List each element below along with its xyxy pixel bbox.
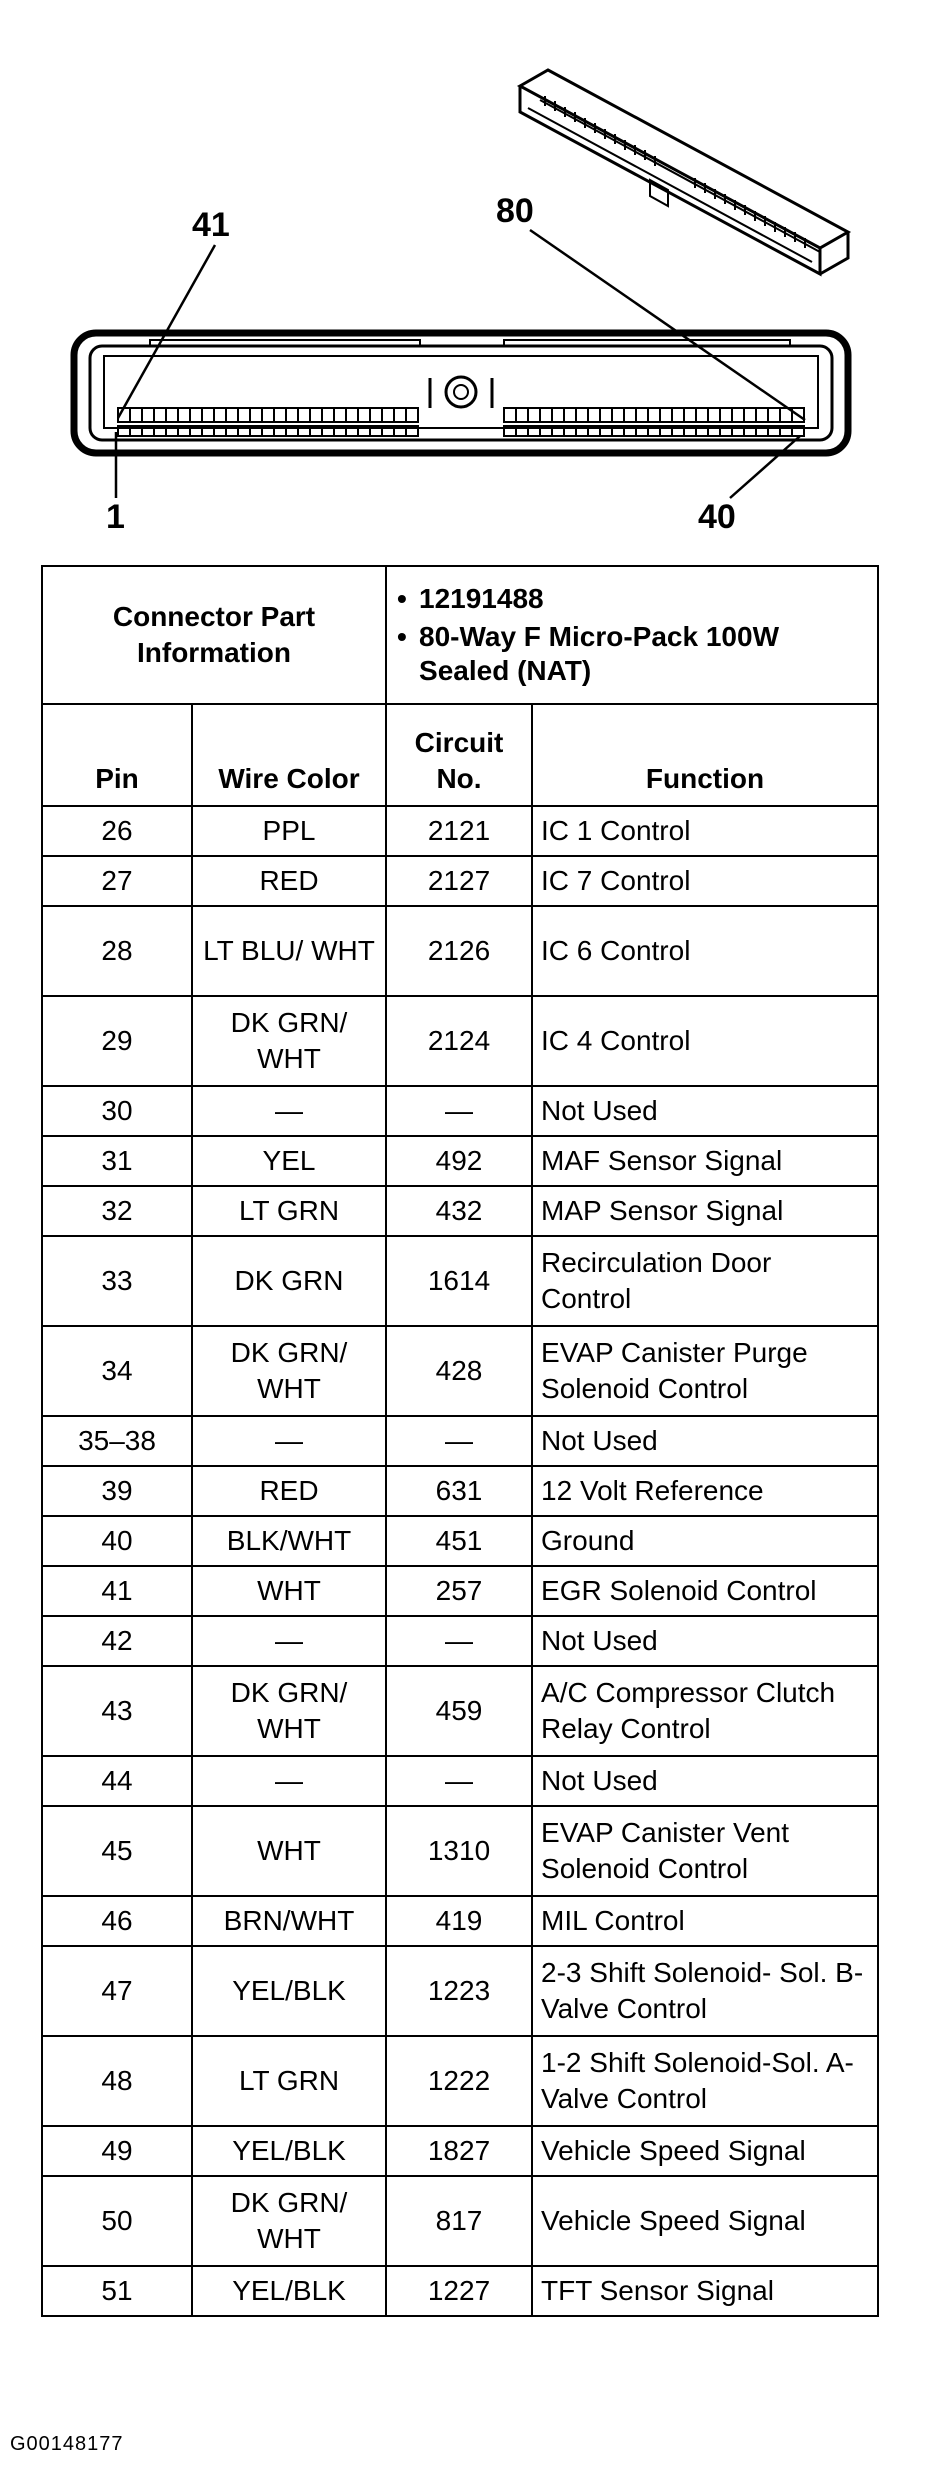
function-cell: IC 7 Control: [532, 856, 878, 906]
function-cell: Ground: [532, 1516, 878, 1566]
table-row: [42, 1136, 878, 1186]
circuit-cell: —: [386, 1416, 532, 1466]
table-row: [42, 1616, 878, 1666]
wire-color-cell: LT BLU/ WHT: [192, 906, 386, 996]
circuit-cell: 432: [386, 1186, 532, 1236]
pin-cell: 31: [42, 1136, 192, 1186]
function-cell: MAF Sensor Signal: [532, 1136, 878, 1186]
circuit-cell: 451: [386, 1516, 532, 1566]
table-row: [42, 1326, 878, 1416]
wire-color-cell: YEL: [192, 1136, 386, 1186]
table-row: [42, 1896, 878, 1946]
pin-cell: 33: [42, 1236, 192, 1326]
circuit-cell: 2124: [386, 996, 532, 1086]
circuit-cell: 817: [386, 2176, 532, 2266]
connector-perspective-view: [520, 70, 848, 274]
circuit-cell: 459: [386, 1666, 532, 1756]
function-cell: IC 1 Control: [532, 806, 878, 856]
function-cell: Recirculation Door Control: [532, 1236, 878, 1326]
wire-color-cell: YEL/BLK: [192, 1946, 386, 2036]
table-row: [42, 2036, 878, 2126]
table-row: [42, 1946, 878, 2036]
table-row: [42, 1416, 878, 1466]
connector-diagram: [0, 0, 950, 560]
part-info-label: Connector Part Information: [42, 566, 386, 704]
circuit-cell: 1227: [386, 2266, 532, 2316]
circuit-cell: 2126: [386, 906, 532, 996]
column-header-pin: Pin: [42, 704, 192, 806]
part-number: • 12191488: [419, 582, 869, 616]
circuit-cell: —: [386, 1756, 532, 1806]
circuit-cell: 1222: [386, 2036, 532, 2126]
table-row: [42, 1236, 878, 1326]
part-info-row: [42, 566, 878, 704]
connector-front-view: [74, 333, 848, 453]
wire-color-cell: BRN/WHT: [192, 1896, 386, 1946]
wire-color-cell: DK GRN: [192, 1236, 386, 1326]
callout-pin-80: 80: [496, 192, 534, 230]
wire-color-cell: WHT: [192, 1566, 386, 1616]
connector-illustration: [0, 0, 950, 560]
table-row: [42, 996, 878, 1086]
circuit-cell: 1614: [386, 1236, 532, 1326]
table-row: [42, 806, 878, 856]
circuit-cell: 419: [386, 1896, 532, 1946]
pin-cell: 39: [42, 1466, 192, 1516]
wire-color-cell: LT GRN: [192, 2036, 386, 2126]
circuit-cell: —: [386, 1616, 532, 1666]
pin-cell: 47: [42, 1946, 192, 2036]
function-cell: Not Used: [532, 1616, 878, 1666]
pin-cell: 30: [42, 1086, 192, 1136]
column-header-row: [42, 704, 878, 806]
function-cell: IC 6 Control: [532, 906, 878, 996]
circuit-cell: 631: [386, 1466, 532, 1516]
pin-cell: 48: [42, 2036, 192, 2126]
table-row: [42, 1186, 878, 1236]
wire-color-cell: YEL/BLK: [192, 2266, 386, 2316]
table-row: [42, 1806, 878, 1896]
pin-cell: 32: [42, 1186, 192, 1236]
table-row: [42, 2126, 878, 2176]
function-cell: 2-3 Shift Solenoid- Sol. B-Valve Control: [532, 1946, 878, 2036]
wire-color-cell: —: [192, 1086, 386, 1136]
wire-color-cell: —: [192, 1616, 386, 1666]
table-row: [42, 2176, 878, 2266]
pin-cell: 40: [42, 1516, 192, 1566]
wire-color-cell: PPL: [192, 806, 386, 856]
function-cell: Vehicle Speed Signal: [532, 2176, 878, 2266]
pin-cell: 45: [42, 1806, 192, 1896]
function-cell: Not Used: [532, 1416, 878, 1466]
circuit-cell: 1827: [386, 2126, 532, 2176]
wire-color-cell: DK GRN/ WHT: [192, 1666, 386, 1756]
circuit-cell: 1310: [386, 1806, 532, 1896]
pin-cell: 29: [42, 996, 192, 1086]
table-row: [42, 906, 878, 996]
pin-cell: 34: [42, 1326, 192, 1416]
table-row: [42, 1666, 878, 1756]
wire-color-cell: —: [192, 1416, 386, 1466]
callout-pin-1: 1: [106, 498, 125, 536]
pin-cell: 49: [42, 2126, 192, 2176]
figure-id: G00148177: [10, 2433, 124, 2455]
table-row: [42, 1566, 878, 1616]
wire-color-cell: RED: [192, 1466, 386, 1516]
wire-color-cell: DK GRN/ WHT: [192, 2176, 386, 2266]
pin-cell: 46: [42, 1896, 192, 1946]
table-row: [42, 1756, 878, 1806]
callout-pin-41: 41: [192, 206, 230, 244]
column-header-circuit-no: Circuit No.: [386, 704, 532, 806]
perspective-pins: [545, 96, 805, 248]
function-cell: A/C Compressor Clutch Relay Control: [532, 1666, 878, 1756]
pin-cell: 43: [42, 1666, 192, 1756]
wire-color-cell: WHT: [192, 1806, 386, 1896]
circuit-cell: 257: [386, 1566, 532, 1616]
pin-cell: 44: [42, 1756, 192, 1806]
function-cell: EGR Solenoid Control: [532, 1566, 878, 1616]
function-cell: MIL Control: [532, 1896, 878, 1946]
function-cell: 1-2 Shift Solenoid-Sol. A-Valve Control: [532, 2036, 878, 2126]
pinout-rows: [42, 806, 878, 2316]
circuit-cell: 428: [386, 1326, 532, 1416]
pin-cell: 28: [42, 906, 192, 996]
circuit-cell: 1223: [386, 1946, 532, 2036]
wire-color-cell: RED: [192, 856, 386, 906]
pin-cell: 26: [42, 806, 192, 856]
pin-cell: 50: [42, 2176, 192, 2266]
circuit-cell: 2127: [386, 856, 532, 906]
column-header-function: Function: [532, 704, 878, 806]
table-row: [42, 1086, 878, 1136]
wire-color-cell: YEL/BLK: [192, 2126, 386, 2176]
table-row: [42, 856, 878, 906]
pin-cell: 27: [42, 856, 192, 906]
pin-cell: 35–38: [42, 1416, 192, 1466]
function-cell: EVAP Canister Purge Solenoid Control: [532, 1326, 878, 1416]
function-cell: Vehicle Speed Signal: [532, 2126, 878, 2176]
function-cell: MAP Sensor Signal: [532, 1186, 878, 1236]
wire-color-cell: BLK/WHT: [192, 1516, 386, 1566]
table-row: [42, 1466, 878, 1516]
pin-cell: 41: [42, 1566, 192, 1616]
wire-color-cell: LT GRN: [192, 1186, 386, 1236]
column-header-wire-color: Wire Color: [192, 704, 386, 806]
table-row: [42, 1516, 878, 1566]
wire-color-cell: DK GRN/ WHT: [192, 996, 386, 1086]
pin-cell: 51: [42, 2266, 192, 2316]
circuit-cell: 2121: [386, 806, 532, 856]
function-cell: IC 4 Control: [532, 996, 878, 1086]
callout-pin-40: 40: [698, 498, 736, 536]
function-cell: 12 Volt Reference: [532, 1466, 878, 1516]
wire-color-cell: —: [192, 1756, 386, 1806]
function-cell: Not Used: [532, 1756, 878, 1806]
connector-pinout-table: [41, 565, 879, 2317]
wire-color-cell: DK GRN/ WHT: [192, 1326, 386, 1416]
circuit-cell: 492: [386, 1136, 532, 1186]
part-info-values: [386, 566, 878, 704]
function-cell: TFT Sensor Signal: [532, 2266, 878, 2316]
function-cell: Not Used: [532, 1086, 878, 1136]
circuit-cell: —: [386, 1086, 532, 1136]
table-row: [42, 2266, 878, 2316]
pin-cell: 42: [42, 1616, 192, 1666]
function-cell: EVAP Canister Vent Solenoid Control: [532, 1806, 878, 1896]
part-description: • 80-Way F Micro-Pack 100W Sealed (NAT): [419, 620, 869, 688]
